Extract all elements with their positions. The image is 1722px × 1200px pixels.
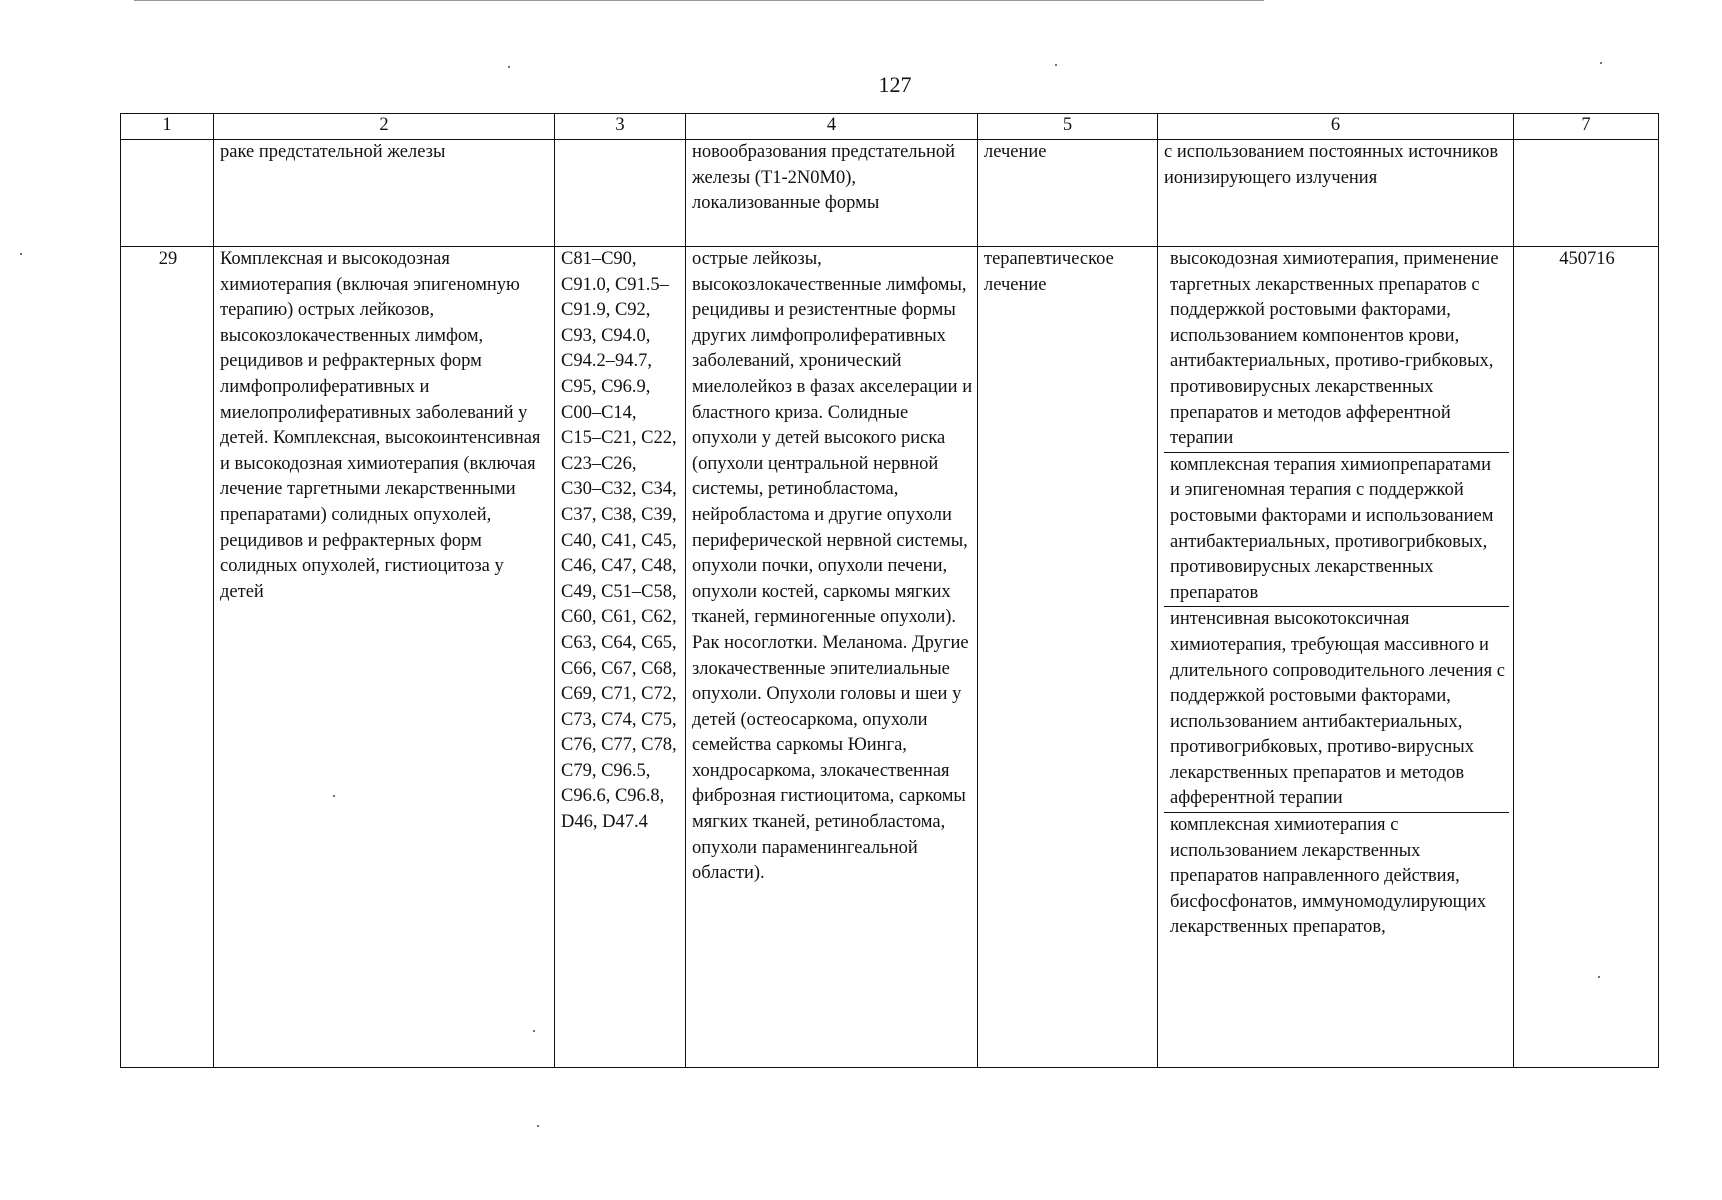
cell-treatment-type: терапевтическое лечение [978, 247, 1158, 1068]
cell-method-name: Комплексная и высокодозная химиотерапия (включая эпигеномную терапию) острых лейкозов, высокозлокачественных лимфом, рецидивов и рефрактерных форм лимфопролиферативных и миелопролиферативных заболеваний у детей. Комплексная, высокоинтенсивная и высокодозная химиотерапия (включая лечение таргетными лекарственными препаратами) солидных опухолей, рецидивов и рефрактерных форм солидных опухолей, гистиоцитоза у детей [214, 247, 555, 1068]
cell-patient-model: новообразования предстательной железы (T1-2N0M0), локализованные формы [686, 140, 978, 247]
cell-number [121, 140, 214, 247]
treatment-method-block: интенсивная высокотоксичная химиотерапия, требующая массивного и длительного сопроводительного лечения с поддержкой ростовыми факторами, использованием антибактериальных, противогрибковых, противо-вирусных лекарственных препаратов и методов афферентной терапии [1164, 607, 1509, 813]
cell-method-name: раке предстательной железы [214, 140, 555, 247]
scan-speck [1055, 64, 1057, 66]
treatment-method-block: высокодозная химиотерапия, применение таргетных лекарственных препаратов с поддержкой ростовыми факторами, использованием компонентов крови, антибактериальных, противо-грибковых, противовирусных лекарственных препаратов и методов афферентной терапии [1164, 247, 1509, 453]
scan-speck [1600, 62, 1602, 64]
scan-speck [333, 795, 335, 797]
header-col-1: 1 [121, 114, 214, 140]
header-col-2: 2 [214, 114, 555, 140]
page-number: 127 [878, 72, 912, 97]
cell-treatment-method: с использованием постоянных источников ионизирующего излучения [1158, 140, 1514, 247]
treatment-method-block: комплексная химиотерапия с использованием лекарственных препаратов направленного действия, бисфосфонатов, иммуномодулирующих лекарственных препаратов, [1170, 815, 1487, 938]
header-col-7: 7 [1514, 114, 1659, 140]
cell-icd-codes: C81–C90, C91.0, C91.5–C91.9, C92, C93, C94.0, C94.2–94.7, C95, C96.9, C00–C14, C15–C21, C22, C23–C26, C30–C32, C34, C37, C38, C39, C40, C41, C45, C46, C47, C48, C49, C51–C58, C60, C61, C62, C63, C64, C65, C66, C67, C68, C69, C71, C72, C73, C74, C75, C76, C77, C78, C79, C96.5, C96.6, C96.8, D46, D47.4 [555, 247, 686, 1068]
cell-cost [1514, 140, 1659, 247]
scan-speck [1598, 976, 1600, 978]
treatment-method-block: комплексная терапия химиопрепаратами и эпигеномная терапия с поддержкой ростовыми факторами и использованием антибактериальных, противогрибковых, противовирусных лекарственных препаратов [1164, 453, 1509, 608]
header-row [121, 114, 1659, 140]
cell-number: 29 [121, 247, 214, 1068]
table-row-continuation [121, 140, 1659, 247]
header-col-5: 5 [978, 114, 1158, 140]
header-col-4: 4 [686, 114, 978, 140]
header-col-6: 6 [1158, 114, 1514, 140]
header-col-3: 3 [555, 114, 686, 140]
scan-edge-line [134, 0, 1264, 1]
table-row-29 [121, 247, 1659, 1068]
scan-speck [508, 66, 510, 68]
scan-speck [537, 1125, 539, 1127]
cell-patient-model: острые лейкозы, высокозлокачественные лимфомы, рецидивы и резистентные формы других лимфопролиферативных заболеваний, хронический миелолейкоз в фазах акселерации и бластного криза. Солидные опухоли у детей высокого риска (опухоли центральной нервной системы, ретинобластома, нейробластома и другие опухоли периферической нервной системы, опухоли почки, опухоли печени, опухоли костей, саркомы мягких тканей, герминогенные опухоли). Рак носоглотки. Меланома. Другие злокачественные эпителиальные опухоли. Опухоли головы и шеи у детей (остеосаркома, опухоли семейства саркомы Юинга, хондросаркома, злокачественная фиброзная гистиоцитома, саркомы мягких тканей, ретинобластома, опухоли параменингеальной области). [686, 247, 978, 1068]
scan-speck [20, 253, 22, 255]
scan-speck [533, 1030, 535, 1032]
cell-icd-codes [555, 140, 686, 247]
treatment-table [120, 113, 1659, 1068]
cell-treatment-methods [1158, 247, 1514, 1068]
cell-treatment-type: лечение [978, 140, 1158, 247]
cell-cost: 450716 [1514, 247, 1659, 1068]
